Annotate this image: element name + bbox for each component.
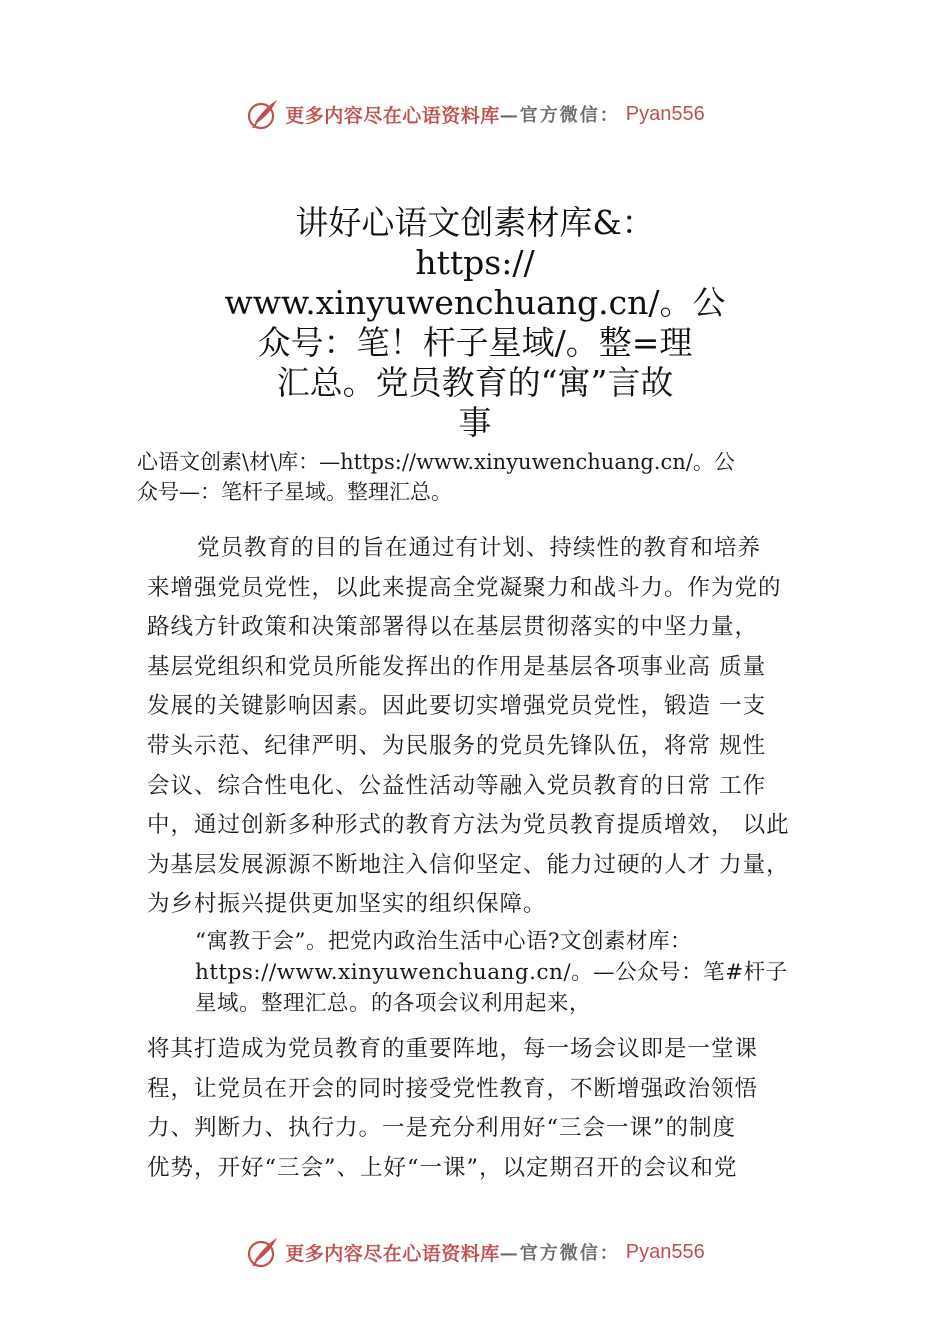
title-line: 讲好心语文创素材库&： — [295, 203, 655, 242]
banner-wechat-handle: Pyan556 — [625, 1240, 705, 1263]
banner-wechat-label: —官方微信： — [499, 1243, 620, 1264]
paragraph-line: 发展的关键影响因素。因此要切实增强党员党性，锻造 一支 — [147, 693, 767, 720]
banner-text: 更多内容尽在心语资料库 — [285, 104, 500, 127]
banner-text: 更多内容尽在心语资料库 — [285, 1242, 500, 1265]
body-paragraph-2 — [147, 1030, 837, 1188]
paragraph-line: 会议、综合性电化、公益性活动等融入党员教育的日常 工作 — [147, 772, 767, 799]
banner-wechat-handle: Pyan556 — [625, 102, 705, 125]
title-line: 汇总。党员教育的“寓”言故 — [276, 363, 674, 402]
section-heading — [195, 926, 835, 1019]
body-paragraph-1 — [147, 529, 837, 925]
paragraph-line: 为乡村振兴提供更加坚实的组织保障。 — [147, 891, 547, 918]
heading-line: https://www.xinyuwenchuang.cn/。—公众号：笔#杆子 — [195, 960, 788, 985]
banner-wechat-label: —官方微信： — [499, 105, 620, 126]
title-line: www.xinyuwenchuang.cn/。公 — [224, 283, 726, 322]
paragraph-line: 来增强党员党性，以此来提高全党凝聚力和战斗力。作为党的 — [147, 574, 782, 601]
document-title — [200, 203, 750, 443]
heading-line: “寓教于会”。把党内政治生活中心语?文创素材库： — [195, 929, 693, 954]
note-line: 心语文创素\材\库：—https://www.xinyuwenchuang.cn/。公 — [137, 450, 735, 474]
paragraph-line: 路线方针政策和决策部署得以在基层贯彻落实的中坚力量， — [147, 614, 759, 641]
paragraph-line: 为基层发展源源不断地注入信仰坚定、能力过硬的人才 力量， — [147, 851, 790, 878]
paragraph-line: 基层党组织和党员所能发挥出的作用是基层各项事业高 质量 — [147, 653, 767, 680]
quill-logo-icon — [245, 1234, 281, 1270]
paragraph-line: 带头示范、纪律严明、为民服务的党员先锋队伍，将常 规性 — [147, 732, 767, 759]
note-line: 众号—：笔杆子星域。整理汇总。 — [137, 480, 452, 504]
paragraph-line: 中，通过创新多种形式的教育方法为党员教育提质增效， 以此 — [147, 812, 790, 839]
header-banner — [0, 92, 950, 136]
paragraph-line: 党员教育的目的旨在通过有计划、持续性的教育和培养 — [197, 535, 762, 561]
paragraph-line: 优势，开好“三会”、上好“一课”，以定期召开的会议和党 — [147, 1154, 738, 1181]
heading-line: 星域。整理汇总。的各项会议利用起来， — [195, 991, 592, 1016]
paragraph-line: 力、判断力、执行力。一是充分利用好“三会一课”的制度 — [147, 1115, 737, 1142]
title-line: 事 — [458, 403, 492, 442]
paragraph-line: 将其打造成为党员教育的重要阵地，每一场会议即是一堂课 — [147, 1036, 759, 1062]
title-line: 众号：笔！杆子星域/。整=理 — [257, 323, 693, 362]
paragraph-line: 程，让党员在开会的同时接受党性教育，不断增强政治领悟 — [147, 1075, 759, 1102]
title-line: https:// — [415, 243, 535, 282]
footer-banner — [0, 1230, 950, 1274]
source-note — [137, 447, 837, 507]
quill-logo-icon — [245, 96, 281, 132]
